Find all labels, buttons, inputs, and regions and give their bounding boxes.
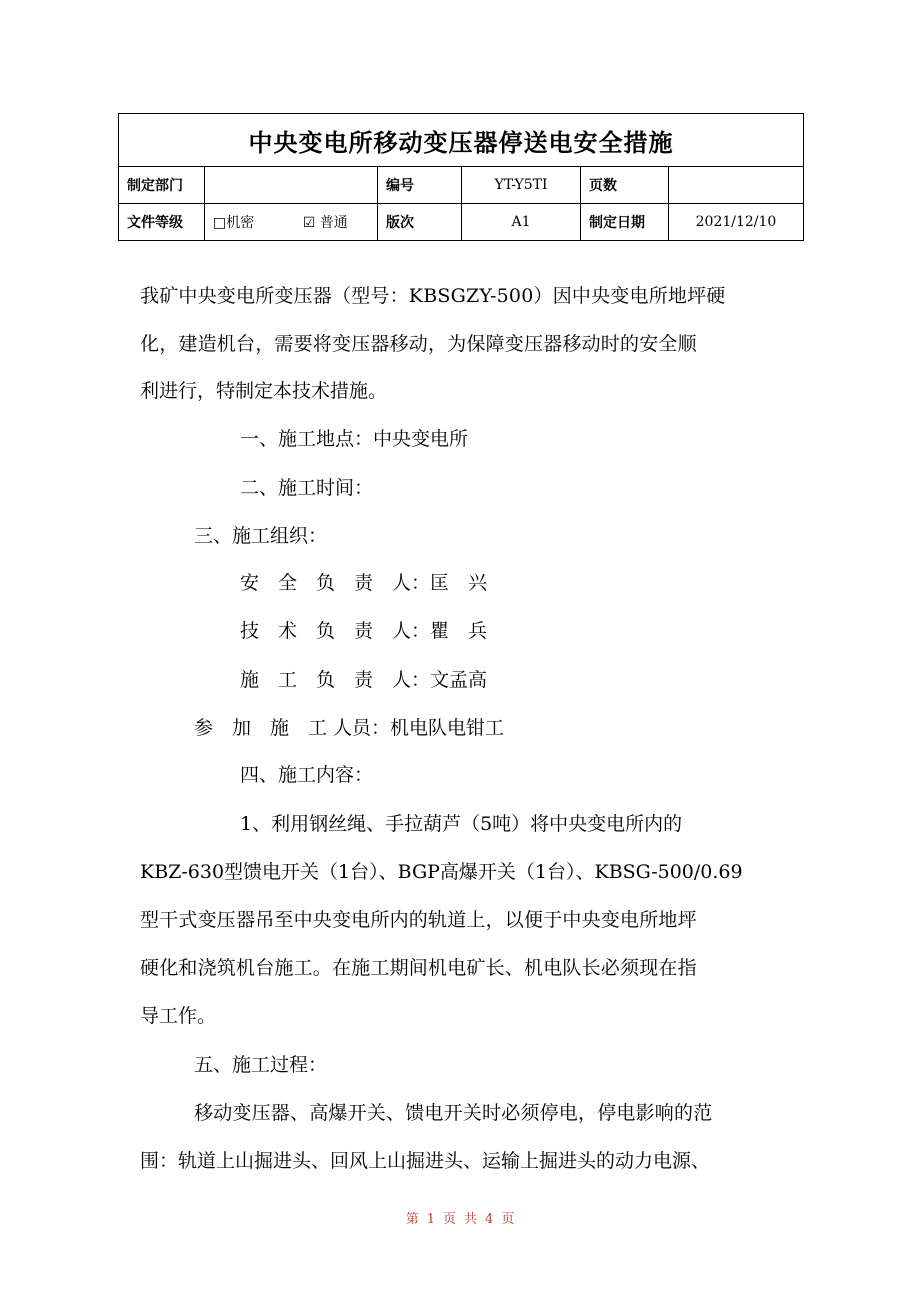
footer-page-number: 1 (426, 1212, 435, 1227)
normal-checkbox[interactable]: ☑ 普通 (302, 215, 348, 231)
intro-line-2: 化，建造机台，需要将变压器移动，为保障变压器移动时的安全顺 (140, 333, 697, 355)
footer-total-word: 共 (464, 1212, 478, 1227)
footer-prefix: 第 (405, 1212, 419, 1227)
content-1-line-1: 1、利用钢丝绳、手拉葫芦（5吨）将中央变电所内的 (240, 813, 683, 835)
content-1-line-3: 型干式变压器吊至中央变电所内的轨道上，以便于中央变电所地坪 (140, 909, 697, 931)
footer-total-pages: 4 (485, 1212, 494, 1227)
date-value: 2021/12/10 (669, 204, 804, 241)
code-value: YT-Y5TI (462, 167, 581, 204)
edition-value: A1 (462, 204, 581, 241)
section-1-location: 一、施工地点：中央变电所 (240, 428, 469, 450)
dept-label: 制定部门 (119, 167, 205, 204)
document-title: 中央变电所移动变压器停送电安全措施 (119, 114, 804, 167)
code-label: 编号 (378, 167, 462, 204)
dept-value (205, 167, 378, 204)
content-1-line-2: KBZ-630型馈电开关（1台）、BGP高爆开关（1台）、KBSG-500/0.69 (140, 861, 743, 883)
process-line-1: 移动变压器、高爆开关、馈电开关时必须停电，停电影响的范 (194, 1102, 713, 1124)
level-options (205, 204, 378, 241)
pages-value (669, 167, 804, 204)
level-label: 文件等级 (119, 204, 205, 241)
footer-page-word: 页 (442, 1212, 456, 1227)
intro-line-1: 我矿中央变电所变压器（型号：KBSGZY-500）因中央变电所地坪硬 (140, 285, 726, 307)
org-tech-lead: 技 术 负 责 人：瞿 兵 (240, 620, 488, 642)
document-header-table (118, 113, 804, 241)
org-staff: 参 加 施 工 人员：机电队电钳工 (194, 717, 505, 739)
pages-label: 页数 (581, 167, 669, 204)
date-label: 制定日期 (581, 204, 669, 241)
footer-suffix: 页 (501, 1212, 515, 1227)
page-footer (0, 1208, 920, 1227)
intro-line-3: 利进行，特制定本技术措施。 (140, 380, 388, 402)
edition-label: 版次 (378, 204, 462, 241)
section-2-time: 二、施工时间： (240, 477, 374, 499)
content-1-line-4: 硬化和浇筑机台施工。在施工期间机电矿长、机电队长必须现在指 (140, 957, 697, 979)
process-line-2: 围：轨道上山掘进头、回风上山掘进头、运输上掘进头的动力电源、 (140, 1150, 711, 1172)
org-work-lead: 施 工 负 责 人：文孟高 (240, 669, 488, 691)
secret-checkbox[interactable]: □机密 (213, 215, 255, 231)
section-3-organization: 三、施工组织： (194, 525, 328, 547)
section-5-process: 五、施工过程： (194, 1054, 328, 1076)
section-4-content: 四、施工内容： (240, 764, 374, 786)
content-1-line-5: 导工作。 (140, 1005, 217, 1027)
org-safety-lead: 安 全 负 责 人：匡 兴 (240, 572, 488, 594)
